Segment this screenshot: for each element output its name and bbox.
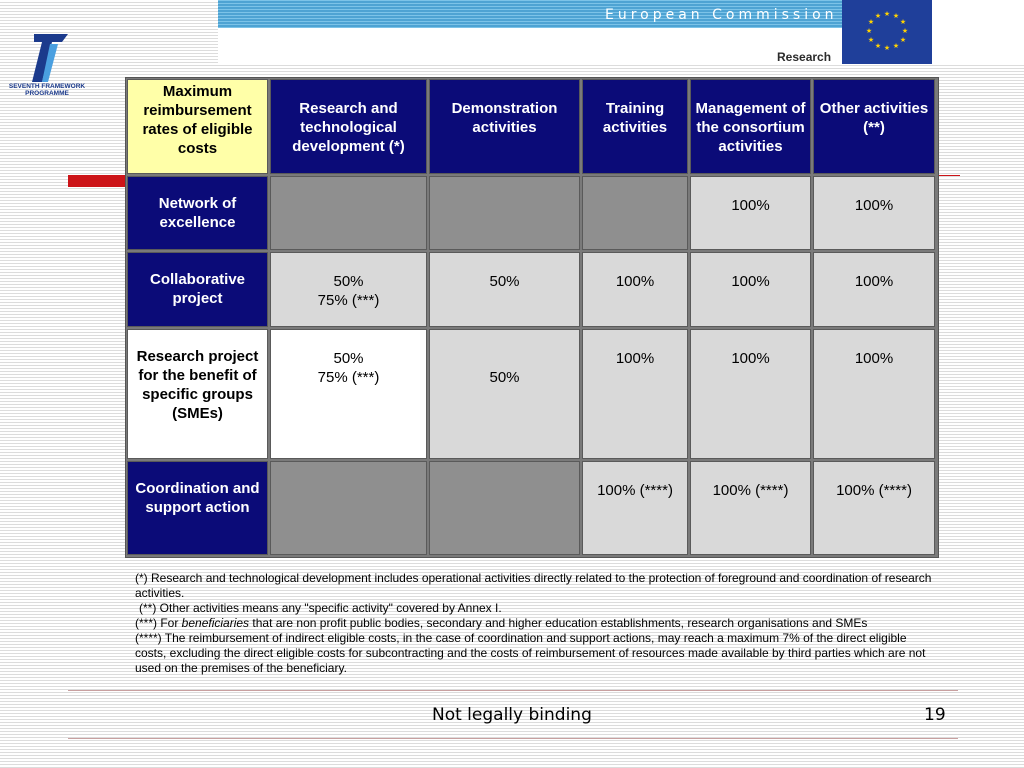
red-accent-bar [68,175,128,187]
table-cell: 50% 75% (***) [270,329,427,459]
reimbursement-table [125,77,939,558]
column-header: Training activities [582,79,688,174]
svg-text:★: ★ [865,27,873,35]
footer-divider-top [68,690,958,691]
fp7-caption [6,83,88,97]
table-cell: 100% [582,252,688,327]
table-cell: 100% [690,329,811,459]
fp7-caption-line2: PROGRAMME [25,90,69,97]
table-cell: 100% [582,329,688,459]
banner-title: European Commission [605,7,838,23]
table-cell-empty [429,176,580,250]
footnote-3-prefix: (***) For [135,616,182,630]
svg-text:★: ★ [867,18,875,26]
svg-text:★: ★ [874,42,882,50]
table-cell: 100% [690,176,811,250]
svg-text:★: ★ [892,42,900,50]
table-cell: 100% (****) [690,461,811,555]
footnote-3 [135,616,935,631]
svg-text:★: ★ [883,10,891,18]
svg-text:★: ★ [892,12,900,20]
column-header: Demonstration activities [429,79,580,174]
footnote-1: (*) Research and technological development includes operational activities directly related to the protection of foreground and coordination of research activities. [135,571,932,600]
footnote-4: (****) The reimbursement of indirect eligible costs, in the case of coordination and support actions, may reach a maximum 7% of the direct eligible costs, excluding the direct eligible costs for subcontracting and the costs of reimbursement of resources made available by third parties which are not used on the premises of the beneficiary. [135,631,926,675]
table-cell: 50% 75% (***) [270,252,427,327]
footer-disclaimer: Not legally binding [432,705,592,725]
svg-text:★: ★ [874,12,882,20]
column-header: Research and technological development (*) [270,79,427,174]
footnote-2: (**) Other activities means any "specific activity" covered by Annex I. [139,601,502,615]
table-cell: 100% [813,252,935,327]
fp7-caption-line1: SEVENTH FRAMEWORK [8,83,86,90]
column-header: Other activities (**) [813,79,935,174]
table-cell-empty [582,176,688,250]
research-label: Research [777,50,832,64]
svg-text:★: ★ [901,27,909,35]
footnote-3-rest: that are non profit public bodies, secondary and higher education establishments, research organisations and SMEs [249,616,868,630]
row-header: Coordination and support action [127,461,268,555]
footnotes [135,571,935,676]
column-header: Management of the consortium activities [690,79,811,174]
svg-text:★: ★ [899,18,907,26]
table-cell: 50% [429,329,580,459]
table-cell-empty [429,461,580,555]
table-cell: 100% (****) [813,461,935,555]
table-cell-empty [270,461,427,555]
table-cell: 50% [429,252,580,327]
table-cell: 100% (****) [582,461,688,555]
row-header: Research project for the benefit of specific groups (SMEs) [127,329,268,459]
table-cell-empty [270,176,427,250]
row-header: Collaborative project [127,252,268,327]
svg-text:★: ★ [867,36,875,44]
table-cell: 100% [813,329,935,459]
svg-text:★: ★ [883,44,891,52]
row-header: Network of excellence [127,176,268,250]
footnote-3-italic: beneficiaries [181,616,250,630]
footer-divider-bottom [68,738,958,739]
svg-text:★: ★ [899,36,907,44]
page-number: 19 [924,705,946,725]
table-cell: 100% [813,176,935,250]
table-corner-header: Maximum reimbursement rates of eligible costs [127,79,268,174]
table-cell: 100% [690,252,811,327]
eu-flag-icon [842,0,932,64]
